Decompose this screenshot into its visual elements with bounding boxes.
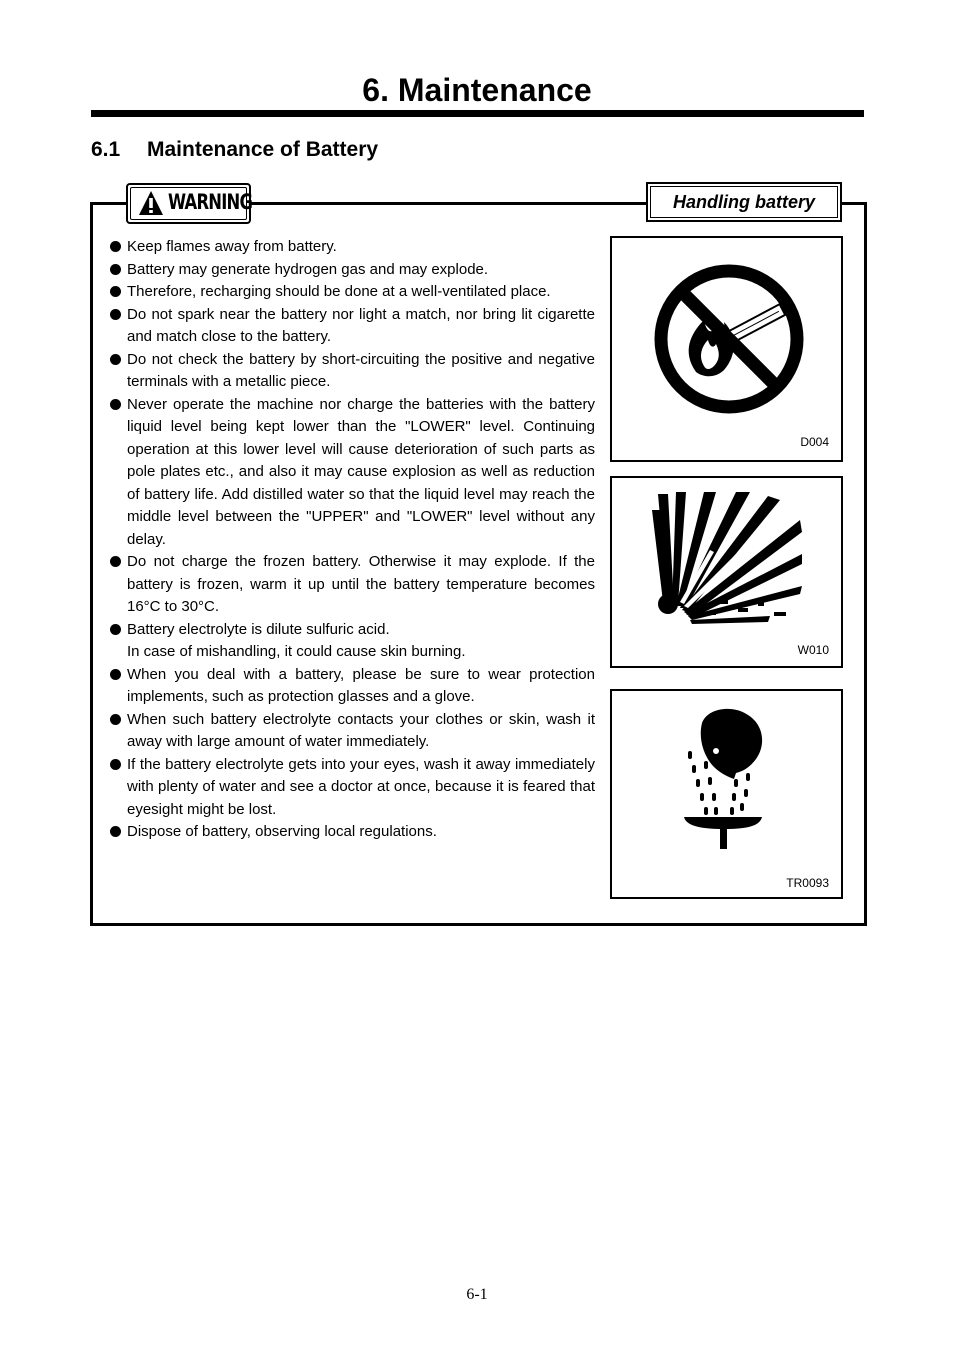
section-heading	[91, 136, 378, 164]
section-number: 6.1	[91, 138, 121, 161]
bullet-icon	[110, 241, 121, 252]
pictogram-code: W010	[797, 643, 829, 657]
warning-label: WARNING	[168, 190, 253, 214]
list-item: Battery may generate hydrogen gas and may explode.	[108, 259, 595, 282]
list-item: Dispose of battery, observing local regulations.	[108, 821, 595, 844]
warning-list	[108, 236, 595, 844]
list-item: When such battery electrolyte contacts your clothes or skin, wash it away with large amount of water immediately.	[108, 709, 595, 754]
bullet-icon	[110, 826, 121, 837]
list-item: Do not charge the frozen battery. Otherwise it may explode. If the battery is frozen, warm it up until the battery temperature becomes 16°C to 30°C.	[108, 551, 595, 619]
pictogram-eye-wash	[610, 689, 843, 899]
bullet-icon	[110, 556, 121, 567]
pictogram-code: TR0093	[786, 876, 829, 890]
list-item: Therefore, recharging should be done at a well-ventilated place.	[108, 281, 595, 304]
page-title: 6. Maintenance	[362, 72, 592, 108]
list-item: Do not check the battery by short-circuiting the positive and negative terminals with a metallic piece.	[108, 349, 595, 394]
list-item-subtext: In case of mishandling, it could cause skin burning.	[127, 643, 466, 660]
list-item: When you deal with a battery, please be sure to wear protection implements, such as protection glasses and a glove.	[108, 664, 595, 709]
bullet-icon	[110, 624, 121, 635]
bullet-icon	[110, 309, 121, 320]
handling-battery-label: Handling battery	[672, 192, 815, 212]
pictogram-explosion	[610, 476, 843, 668]
eye-wash-icon	[682, 703, 772, 853]
bullet-icon	[110, 286, 121, 297]
page-number: 6-1	[466, 1286, 488, 1303]
list-item: Battery electrolyte is dilute sulfuric acid. In case of mishandling, it could cause skin burning.	[108, 619, 595, 664]
bullet-icon	[110, 714, 121, 725]
warning-badge	[126, 183, 251, 224]
warning-triangle-icon	[138, 190, 164, 216]
list-item: Never operate the machine nor charge the batteries with the battery liquid level being kept lower than the "LOWER" level. Continuing operation at this lower level will cause deterioration of such parts as pole plates etc., and also it may cause explosion as well as reduction of battery life. Add distilled water so that the liquid level may reach the middle level between the "UPPER" and "LOWER" level without any delay.	[108, 394, 595, 552]
list-item: Do not spark near the battery nor light a match, nor bring lit cigarette and match close to the battery.	[108, 304, 595, 349]
handling-battery-tab	[646, 182, 842, 222]
bullet-icon	[110, 759, 121, 770]
bullet-icon	[110, 354, 121, 365]
pictogram-code: D004	[800, 435, 829, 449]
bullet-icon	[110, 669, 121, 680]
section-title: Maintenance of Battery	[147, 138, 379, 161]
pictogram-no-flame	[610, 236, 843, 462]
explosion-icon	[650, 490, 806, 628]
bullet-icon	[110, 399, 121, 410]
list-item: If the battery electrolyte gets into your eyes, wash it away immediately with plenty of water and see a doctor at once, because it is feared that eyesight might be lost.	[108, 754, 595, 822]
list-item: Keep flames away from battery.	[108, 236, 595, 259]
no-open-flame-icon	[652, 262, 806, 416]
title-rule	[91, 110, 864, 117]
bullet-icon	[110, 264, 121, 275]
